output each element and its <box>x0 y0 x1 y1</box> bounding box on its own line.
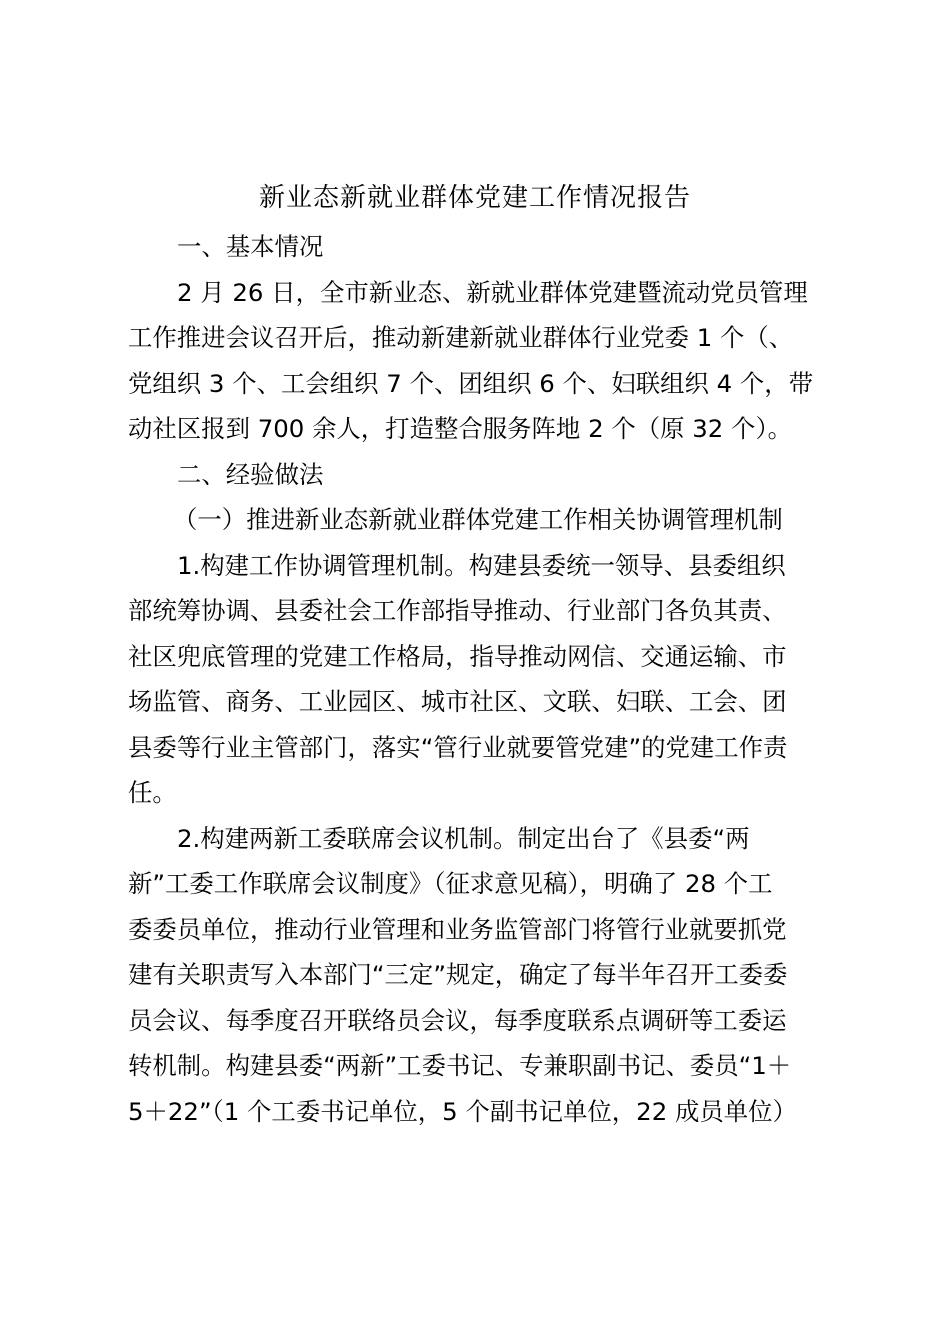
paragraph-line: 党组织 3 个、工会组织 7 个、团组织 6 个、妇联组织 4 个，带 <box>128 368 814 398</box>
paragraph-coordination-mechanism <box>128 543 828 816</box>
paragraph-basic-situation <box>128 270 828 452</box>
paragraph-joint-meeting-mechanism <box>128 816 828 1135</box>
paragraph-line: 部统筹协调、县委社会工作部指导推动、行业部门各负其责、 <box>128 596 787 625</box>
paragraph-line: 任。 <box>128 778 177 807</box>
document-title: 新业态新就业群体党建工作情况报告 <box>258 183 691 213</box>
paragraph-line: 动社区报到 700 余人，打造整合服务阵地 2 个（原 32 个）。 <box>128 414 793 443</box>
section-heading-text: 二、经验做法 <box>177 459 324 489</box>
section-heading-text: 一、基本情况 <box>177 232 324 261</box>
paragraph-line: 员会议、每季度召开联络员会议，每季度联系点调研等工委运 <box>128 1005 787 1035</box>
paragraph-line: 建有关职责写入本部门“三定”规定，确定了每半年召开工委委 <box>128 960 788 989</box>
paragraph-line: 2.构建两新工委联席会议机制。制定出台了《县委“两 <box>177 823 750 853</box>
paragraph-line: 场监管、商务、工业园区、城市社区、文联、妇联、工会、团 <box>128 687 787 716</box>
paragraph-line: 委委员单位，推动行业管理和业务监管部门将管行业就要抓党 <box>128 914 787 944</box>
section-heading-experience <box>128 452 828 498</box>
paragraph-line: 工作推进会议召开后，推动新建新就业群体行业党委 1 个（、 <box>128 323 794 352</box>
section-heading-basic-situation <box>128 224 828 270</box>
document-body <box>128 224 828 1134</box>
paragraph-line: 2 月 26 日，全市新业态、新就业群体党建暨流动党员管理 <box>177 277 808 307</box>
paragraph-line: 社区兜底管理的党建工作格局，指导推动网信、交通运输、市 <box>128 641 787 671</box>
subsection-heading-mechanism <box>128 497 828 543</box>
paragraph-line: 5＋22”（1 个工委书记单位，5 个副书记单位，22 成员单位） <box>128 1096 797 1126</box>
paragraph-line: 新”工委工作联席会议制度》（征求意见稿），明确了 28 个工 <box>128 869 773 898</box>
paragraph-line: 1.构建工作协调管理机制。构建县委统一领导、县委组织 <box>177 550 786 580</box>
paragraph-line: 转机制。构建县委“两新”工委书记、专兼职副书记、委员“1＋ <box>128 1051 792 1080</box>
subsection-heading-text: （一）推进新业态新就业群体党建工作相关协调管理机制 <box>173 505 783 534</box>
paragraph-line: 县委等行业主管部门，落实“管行业就要管党建”的党建工作责 <box>128 732 788 762</box>
